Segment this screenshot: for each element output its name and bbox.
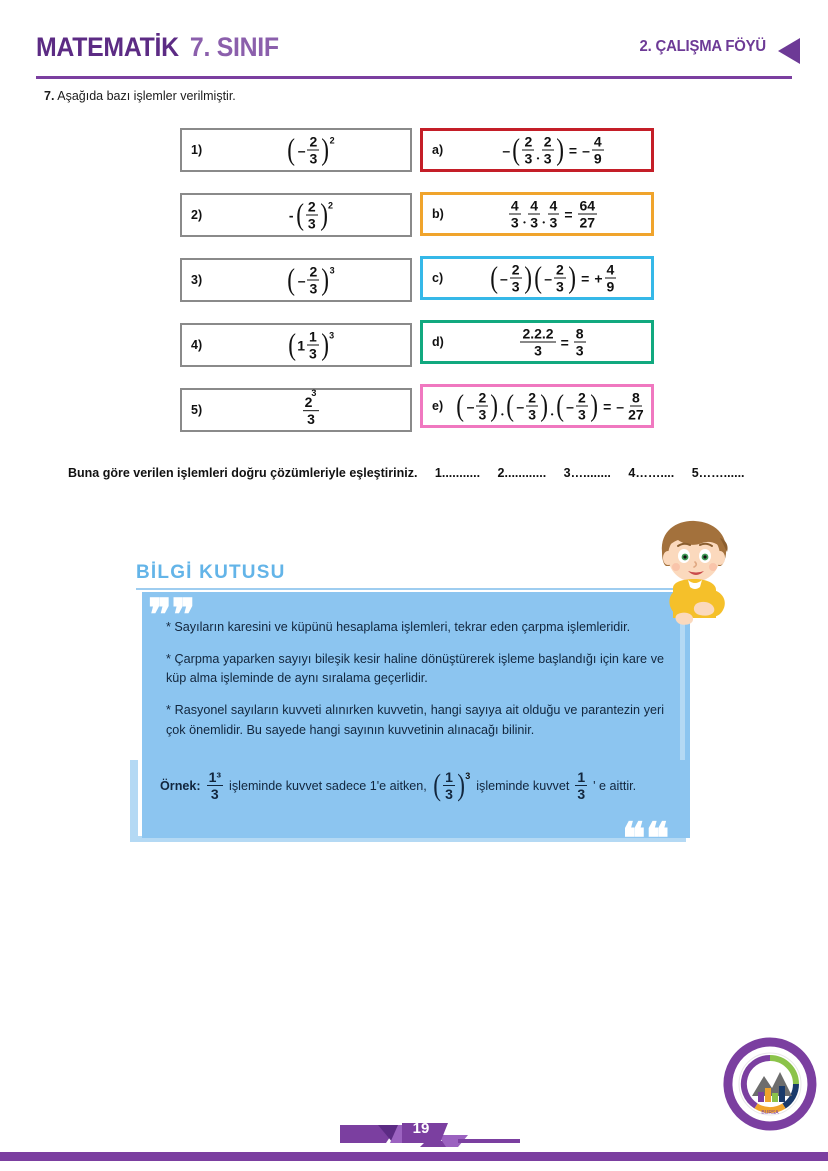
answer-key-a: a) bbox=[432, 143, 444, 157]
page-header bbox=[0, 0, 828, 82]
page-number: 19 bbox=[412, 1120, 430, 1137]
answers-column bbox=[420, 128, 654, 448]
expression-box-4[interactable] bbox=[180, 323, 412, 367]
matching-slot-4[interactable]: 4…….... bbox=[628, 466, 675, 480]
expression-key-2: 2) bbox=[191, 208, 203, 222]
quote-open-icon: ❞❞ bbox=[148, 591, 196, 640]
expression-box-3[interactable] bbox=[180, 258, 412, 302]
quote-close-icon: ❞❞ bbox=[622, 794, 670, 843]
expression-key-1: 1) bbox=[191, 143, 203, 157]
matching-instruction bbox=[68, 466, 745, 480]
expression-box-2[interactable] bbox=[180, 193, 412, 237]
answer-key-e: e) bbox=[432, 399, 444, 413]
example-frac3-den: 3 bbox=[577, 786, 586, 802]
matching-slot-1[interactable]: 1........... bbox=[434, 466, 481, 480]
answer-body-a: – ( $\frac{2}{3}$ . $\frac{2}{3}$ ) = – $\frac{4}{9}$ bbox=[502, 131, 602, 167]
answer-box-a[interactable] bbox=[420, 128, 654, 172]
answer-body-b: $\frac{4}{3}$ . $\frac{4}{3}$ . $\frac{4}{3}$ = $\frac{64}{27}$ bbox=[510, 197, 596, 231]
footer-bar bbox=[0, 1152, 828, 1161]
answer-body-e: ( – $\frac{2}{3}$ ) . ( – $\frac{2}{3}$ ) . ( – $\frac{2}{3}$ ) = – $\frac{8}{27}$ bbox=[456, 387, 644, 423]
matching-slot-2[interactable]: 2............ bbox=[497, 466, 547, 480]
header-title bbox=[36, 32, 279, 63]
header-grade: 7. SINIF bbox=[189, 32, 279, 62]
question-text: Aşağıda bazı işlemler verilmiştir. bbox=[57, 89, 236, 103]
svg-text:BURSA: BURSA bbox=[761, 1110, 779, 1116]
example-frac2-exp: 3 bbox=[465, 771, 471, 781]
expression-body-4: ( 1 $\frac{1}{3}$ ) 3 bbox=[288, 326, 335, 362]
answer-body-c: ( – $\frac{2}{3}$ ) ( – $\frac{2}{3}$ ) = + $\frac{4}{9}$ bbox=[489, 259, 615, 295]
info-paragraph-1: * Sayıların karesini ve küpünü hesaplama işlemleri, tekrar eden çarpma işlemleridir. bbox=[166, 620, 631, 634]
info-paragraph-3: * Rasyonel sayıların kuvveti alınırken kuvvetin, hangi sayıya ait olduğu ve parantezin yeri çok önemlidir. Bu sayede hangi sayının kuvvetinin alınacağı bilinir. bbox=[166, 703, 664, 737]
expression-body-2: - ( $\frac{2}{3}$ ) 2 bbox=[288, 196, 334, 232]
answer-key-d: d) bbox=[432, 335, 444, 349]
question-number: 7. bbox=[44, 89, 55, 103]
matching-slot-5[interactable]: 5……...... bbox=[691, 466, 745, 480]
example-fraction-1 bbox=[206, 770, 224, 801]
expression-key-5: 5) bbox=[191, 403, 203, 417]
example-label: Örnek: bbox=[160, 778, 201, 793]
institution-logo bbox=[722, 1036, 818, 1132]
header-worksheet-label: 2. ÇALIŞMA FÖYÜ bbox=[639, 38, 766, 55]
expressions-column bbox=[180, 128, 412, 453]
boy-illustration bbox=[640, 518, 750, 630]
expression-key-3: 3) bbox=[191, 273, 203, 287]
answer-key-c: c) bbox=[432, 271, 444, 285]
answer-box-d[interactable] bbox=[420, 320, 654, 364]
example-text-2: işleminde kuvvet bbox=[476, 778, 570, 793]
expression-box-1[interactable] bbox=[180, 128, 412, 172]
example-frac2-num: 1 bbox=[445, 769, 453, 785]
info-box-title-underline bbox=[136, 588, 692, 590]
expression-body-1: ( – $\frac{2}{3}$ ) 2 bbox=[287, 131, 335, 167]
expression-body-5: $\frac{2^3}{3}$ bbox=[216, 394, 406, 426]
answer-box-e[interactable] bbox=[420, 384, 654, 428]
left-triangle-icon bbox=[778, 38, 800, 64]
example-frac1-num: 1³ bbox=[208, 769, 222, 785]
answer-body-d: $\frac{2.2.2}{3}$ = $\frac{8}{3}$ bbox=[522, 325, 584, 359]
answer-key-b: b) bbox=[432, 207, 444, 221]
info-box-bracket-left bbox=[130, 760, 138, 842]
example-text-1: işleminde kuvvet sadece 1'e aitken, bbox=[229, 778, 427, 793]
example-frac1-den: 3 bbox=[210, 786, 219, 802]
answer-box-c[interactable] bbox=[420, 256, 654, 300]
header-subject: MATEMATİK bbox=[36, 32, 179, 62]
expression-body-3: ( – $\frac{2}{3}$ ) 3 bbox=[287, 261, 335, 297]
info-box-title: BİLGİ KUTUSU bbox=[136, 562, 286, 583]
matching-instruction-text: Buna göre verilen işlemleri doğru çözümleriyle eşleştiriniz. bbox=[68, 466, 418, 480]
example-frac3-num: 1 bbox=[577, 769, 586, 785]
info-box-text bbox=[166, 618, 664, 749]
expression-key-4: 4) bbox=[191, 338, 203, 352]
example-fraction-3 bbox=[574, 770, 588, 801]
info-box-bracket-right bbox=[680, 610, 685, 760]
expression-box-5[interactable] bbox=[180, 388, 412, 432]
example-frac2-den: 3 bbox=[445, 786, 453, 802]
example-text-3: ' e aittir. bbox=[593, 778, 637, 793]
header-divider bbox=[36, 76, 792, 79]
info-box bbox=[124, 548, 704, 848]
matching-slot-3[interactable]: 3…........ bbox=[563, 466, 611, 480]
info-paragraph-2: * Çarpma yaparken sayıyı bileşik kesir haline dönüştürerek işleme başlandığı için kare ve küp alma işleminde de aynı sıralama geçerlidir. bbox=[166, 652, 664, 686]
answer-box-b[interactable] bbox=[420, 192, 654, 236]
example-fraction-2: ( $\frac{1}{3}$ ) 3 bbox=[433, 767, 471, 803]
question-prompt bbox=[44, 89, 236, 103]
info-box-example bbox=[160, 767, 641, 803]
